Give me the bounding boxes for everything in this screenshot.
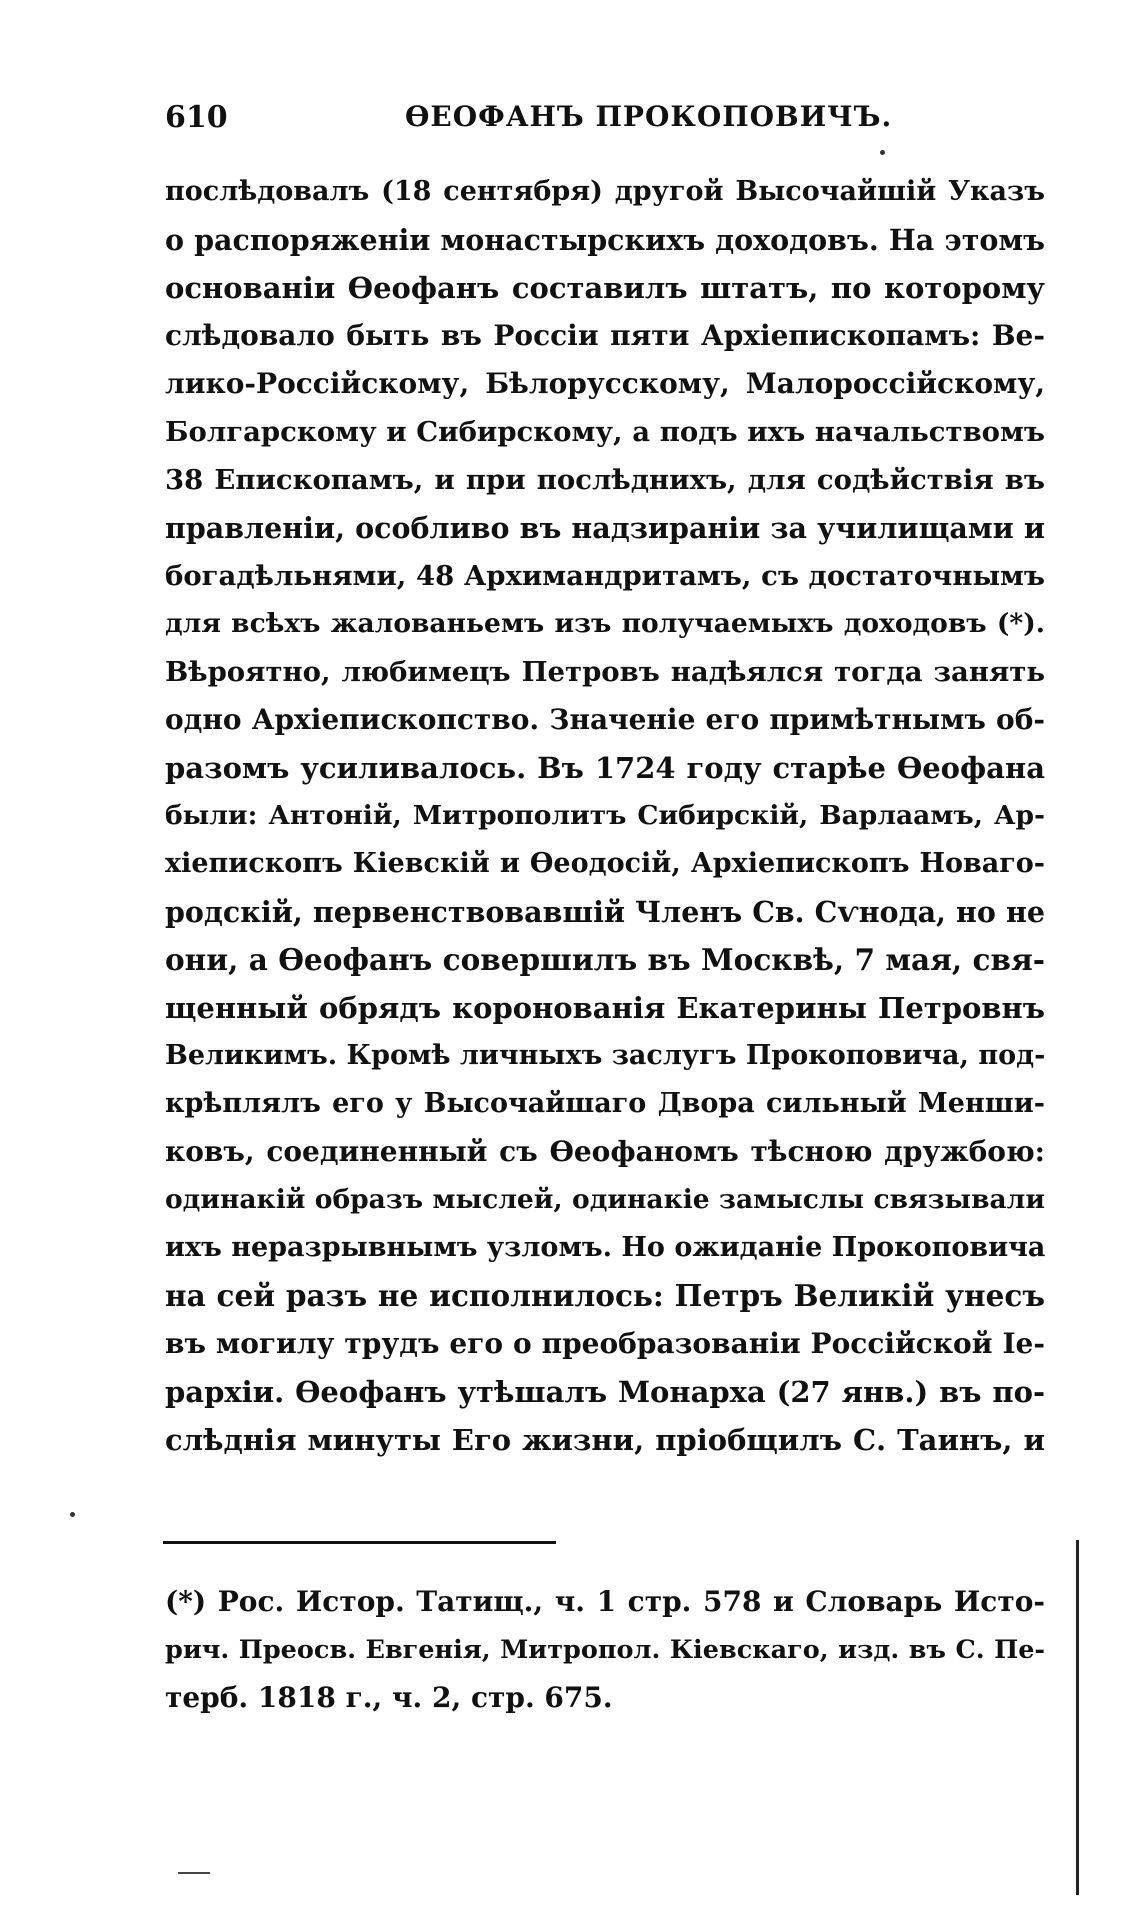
page-edge-shadow (1076, 1540, 1079, 1895)
text-line: ковъ, соединенный съ Ѳеофаномъ тѣсною дружбою: (165, 1135, 1045, 1168)
text-line: были: Антоній, Митрополитъ Сибирскій, Варлаамъ, Ар- (165, 800, 1045, 831)
text-line: щенный обрядъ коронованія Екатерины Петровнъ (165, 991, 1045, 1025)
text-line: разомъ усиливалось. Въ 1724 году старѣе Ѳеофана (165, 751, 1045, 785)
text-line: слѣднія минуты Его жизни, пріобщилъ С. Таинъ, и (165, 1423, 1045, 1457)
text-line: Вѣроятно, любимецъ Петровъ надѣялся тогда занять (165, 656, 1045, 688)
text-line: лико-Россійскому, Бѣлорусскому, Малороссійскому, (165, 367, 1045, 400)
page-number: 610 (165, 100, 228, 135)
text-line: 38 Епископамъ, и при послѣднихъ, для содѣйствія въ (165, 464, 1045, 496)
footnote-line: (*) Рос. Истор. Татищ., ч. 1 стр. 578 и Словарь Исто- (165, 1585, 1045, 1618)
scan-speck (70, 1512, 75, 1517)
page-header (165, 100, 1045, 140)
text-line: богадѣльнями, 48 Архимандритамъ, съ достаточнымъ (165, 560, 1045, 592)
text-line: рархіи. Ѳеофанъ утѣшалъ Монарха (27 янв.) въ по- (165, 1375, 1045, 1409)
scan-speck (880, 150, 885, 155)
text-line: родскій, первенствовавшій Членъ Св. Сѵнода, но не (165, 895, 1045, 929)
text-line: о распоряженіи монастырскихъ доходовъ. На этомъ (165, 223, 1045, 257)
text-line: правленіи, особливо въ надзираніи за училищами и (165, 511, 1045, 545)
text-line: въ могилу трудъ его о преобразованіи Россійской Іе- (165, 1327, 1045, 1360)
text-line: одно Архіепископство. Значеніе его примѣтнымъ об- (165, 703, 1045, 736)
text-line: они, а Ѳеофанъ совершилъ въ Москвѣ, 7 мая, свя- (165, 942, 1045, 977)
text-line: ихъ неразрывнымъ узломъ. Но ожиданіе Прокоповича (165, 1232, 1045, 1263)
text-line: слѣдовало быть въ Россіи пяти Архіепископамъ: Ве- (165, 319, 1045, 352)
text-line: послѣдовалъ (18 сентября) другой Высочайшій Указъ (165, 176, 1045, 207)
text-line: Болгарскому и Сибирскому, а подъ ихъ начальствомъ (165, 416, 1045, 448)
footnote-line: рич. Преосв. Евгенія, Митропол. Кіевскаго, изд. въ С. Пе- (165, 1635, 1045, 1665)
text-line: хіепископъ Кіевскій и Ѳеодосій, Архіепископъ Новаго- (165, 848, 1045, 879)
scan-mark (178, 1872, 210, 1874)
text-line: одинакій образъ мыслей, одинакіе замыслы связывали (165, 1184, 1045, 1215)
text-line: на сей разъ не исполнилось: Петръ Великій унесъ (165, 1278, 1045, 1313)
main-text (165, 168, 1045, 1464)
footnote-line: терб. 1818 г., ч. 2, стр. 675. (165, 1681, 613, 1714)
text-line: основаніи Ѳеофанъ составилъ штатъ, по которому (165, 271, 1045, 305)
footnote-rule (163, 1541, 556, 1544)
footnote (165, 1578, 1045, 1722)
text-line: крѣплялъ его у Высочайшаго Двора сильный Менши- (165, 1088, 1045, 1119)
running-title: ѲЕОФАНЪ ПРОКОПОВИЧЪ. (405, 100, 893, 133)
text-line: Великимъ. Кромѣ личныхъ заслугъ Прокоповича, под- (165, 1040, 1045, 1071)
text-line: для всѣхъ жалованьемъ изъ получаемыхъ доходовъ (*). (165, 608, 1045, 639)
